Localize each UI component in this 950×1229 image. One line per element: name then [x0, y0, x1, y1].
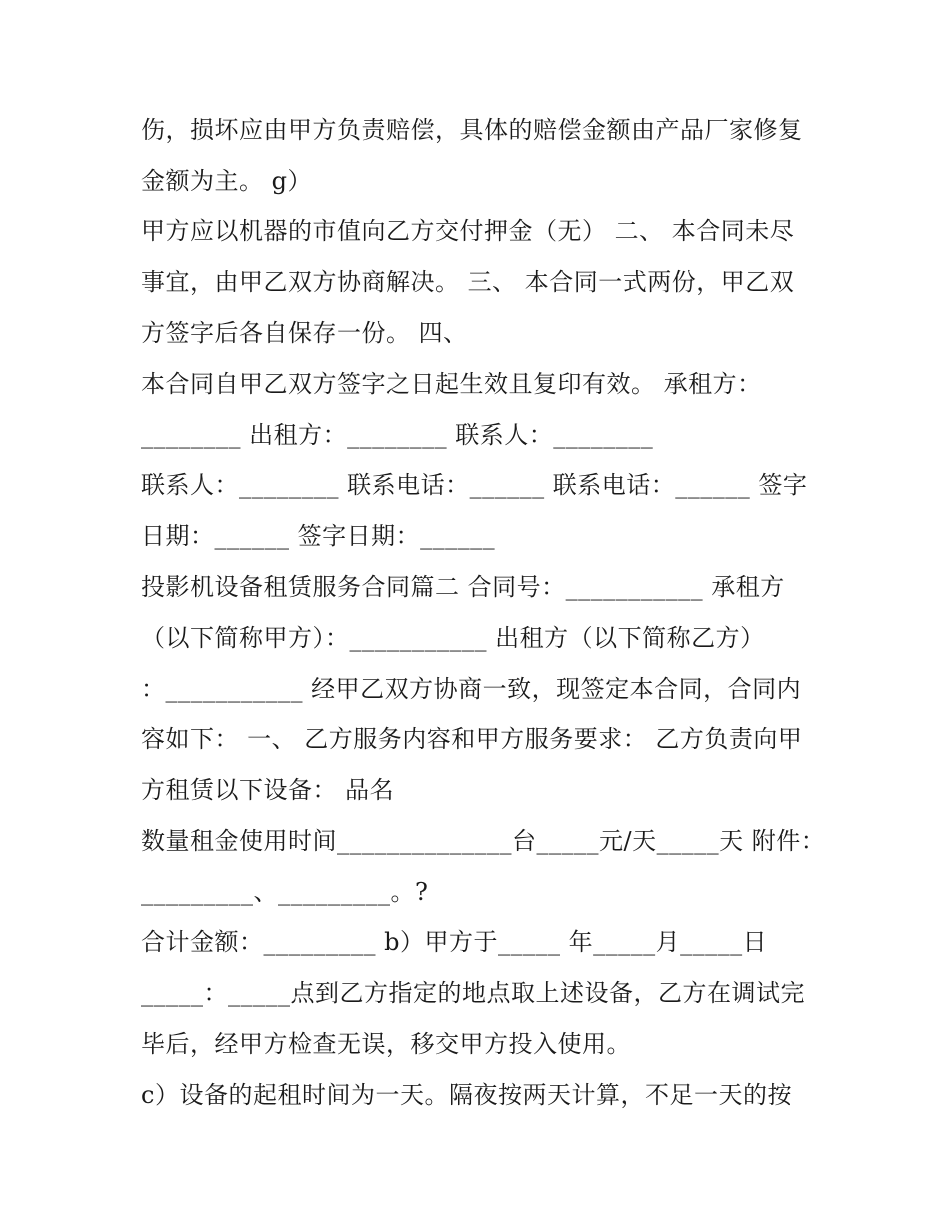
text-line: 日期：______ 签字日期：______ [141, 522, 496, 550]
text-line: ：___________ 经甲乙双方协商一致，现签定本合同，合同内 [141, 675, 802, 703]
text-line: ________ 出租方：________ 联系人：________ [141, 421, 654, 449]
text-line: 投影机设备租赁服务合同篇二 合同号：___________ 承租方 [141, 573, 785, 601]
text-line: _________、_________。? [141, 878, 429, 906]
text-line: _____：_____点到乙方指定的地点取上述设备，乙方在调试完 [141, 979, 805, 1007]
text-line: （以下简称甲方）：___________ 出租方（以下简称乙方） [141, 624, 765, 652]
text-line: 毕后，经甲方检查无误，移交甲方投入使用。 [141, 1030, 631, 1058]
text-line: 方租赁以下设备： 品名 [141, 776, 395, 804]
text-line: c）设备的起租时间为一天。隔夜按两天计算，不足一天的按 [141, 1081, 792, 1109]
text-line: 合计金额：_________ b）甲方于_____ 年_____月_____日 [141, 928, 768, 956]
text-line: 伤，损坏应由甲方负责赔偿，具体的赔偿金额由产品厂家修复 [141, 116, 803, 144]
text-line: 方签字后各自保存一份。 四、 [141, 319, 468, 347]
text-line: 数量租金使用时间______________台_____元/天_____天 附件： [141, 827, 826, 855]
text-line: 金额为主。 g） [141, 167, 312, 195]
text-line: 甲方应以机器的市值向乙方交付押金（无） 二、 本合同未尽 [141, 217, 795, 245]
text-line: 联系人：________ 联系电话：______ 联系电话：______ 签字 [141, 471, 808, 499]
text-line: 事宜，由甲乙双方协商解决。 三、 本合同一式两份，甲乙双 [141, 268, 795, 296]
text-line: 本合同自甲乙双方签字之日起生效且复印有效。 承租方： [141, 370, 762, 398]
text-line: 容如下： 一、 乙方服务内容和甲方服务要求： 乙方负责向甲 [141, 725, 803, 753]
